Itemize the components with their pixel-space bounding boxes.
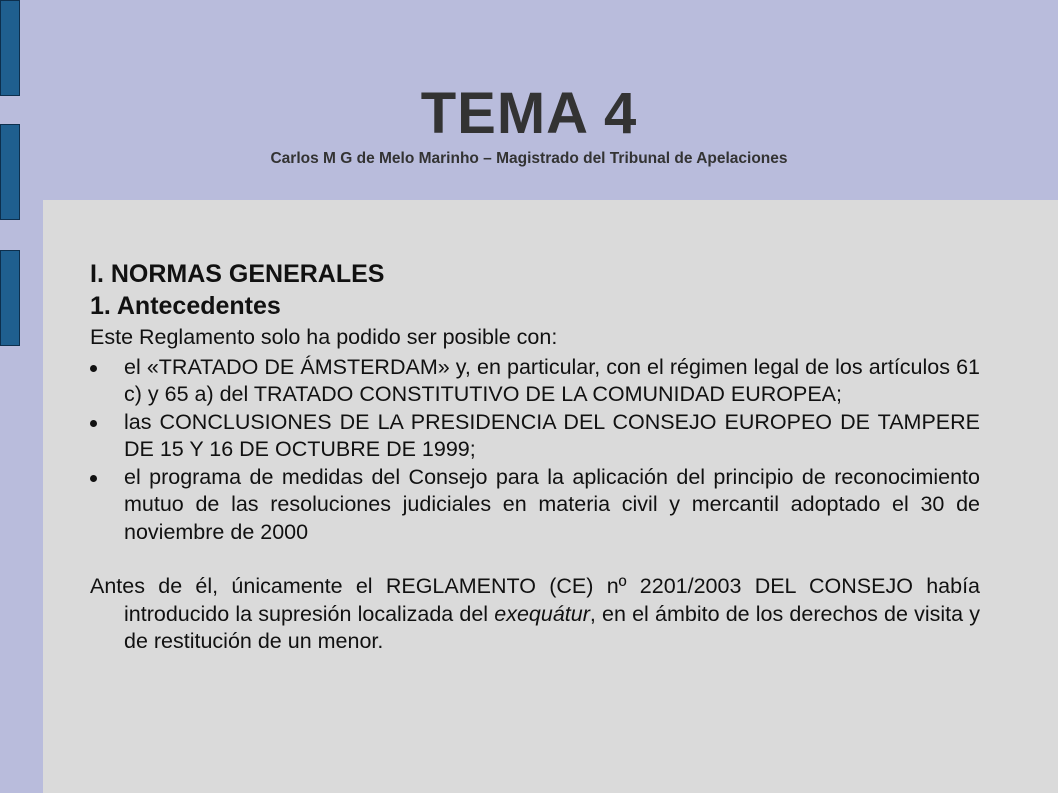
slide-body bbox=[90, 258, 980, 656]
closing-text-end: , en el ámbito de los derechos de visita y de restitución de un menor. bbox=[124, 601, 980, 653]
bullet-icon bbox=[90, 475, 97, 482]
bullet-icon bbox=[90, 365, 97, 372]
subsection-heading: 1. Antecedentes bbox=[90, 292, 281, 320]
intro-text: Este Reglamento solo ha podido ser posible con: bbox=[90, 325, 558, 349]
slide-subtitle: Carlos M G de Melo Marinho – Magistrado del Tribunal de Apelaciones bbox=[270, 150, 788, 167]
closing-text-start: Antes de él, únicamente el REGLAMENTO (CE) nº 2201/2003 DEL CONSEJO había introducido la supresión localizada del bbox=[90, 574, 980, 626]
bullet-text: el «TRATADO DE ÁMSTERDAM» y, en particular, con el régimen legal de los artículos 61 c) y 65 a) del TRATADO CONSTITUTIVO DE LA COMUNIDAD EUROPEA; bbox=[124, 354, 980, 406]
accent-bar-bottom bbox=[0, 250, 20, 346]
closing-text-italic: exequátur bbox=[494, 601, 590, 626]
list-item bbox=[90, 409, 980, 464]
list-item bbox=[90, 354, 980, 409]
bullet-text: las CONCLUSIONES DE LA PRESIDENCIA DEL CONSEJO EUROPEO DE TAMPERE DE 15 Y 16 DE OCTUBRE DE 1999; bbox=[124, 409, 980, 461]
closing-paragraph bbox=[90, 573, 980, 656]
bullet-text: el programa de medidas del Consejo para la aplicación del principio de reconocimiento mutuo de las resoluciones judiciales en materia civil y mercantil adoptado el 30 de noviembre de 2000 bbox=[124, 464, 980, 544]
bullet-list bbox=[90, 354, 980, 547]
list-item bbox=[90, 464, 980, 547]
bullet-icon bbox=[90, 420, 97, 427]
section-heading: I. NORMAS GENERALES bbox=[90, 260, 385, 288]
slide-title: TEMA 4 bbox=[420, 81, 638, 146]
